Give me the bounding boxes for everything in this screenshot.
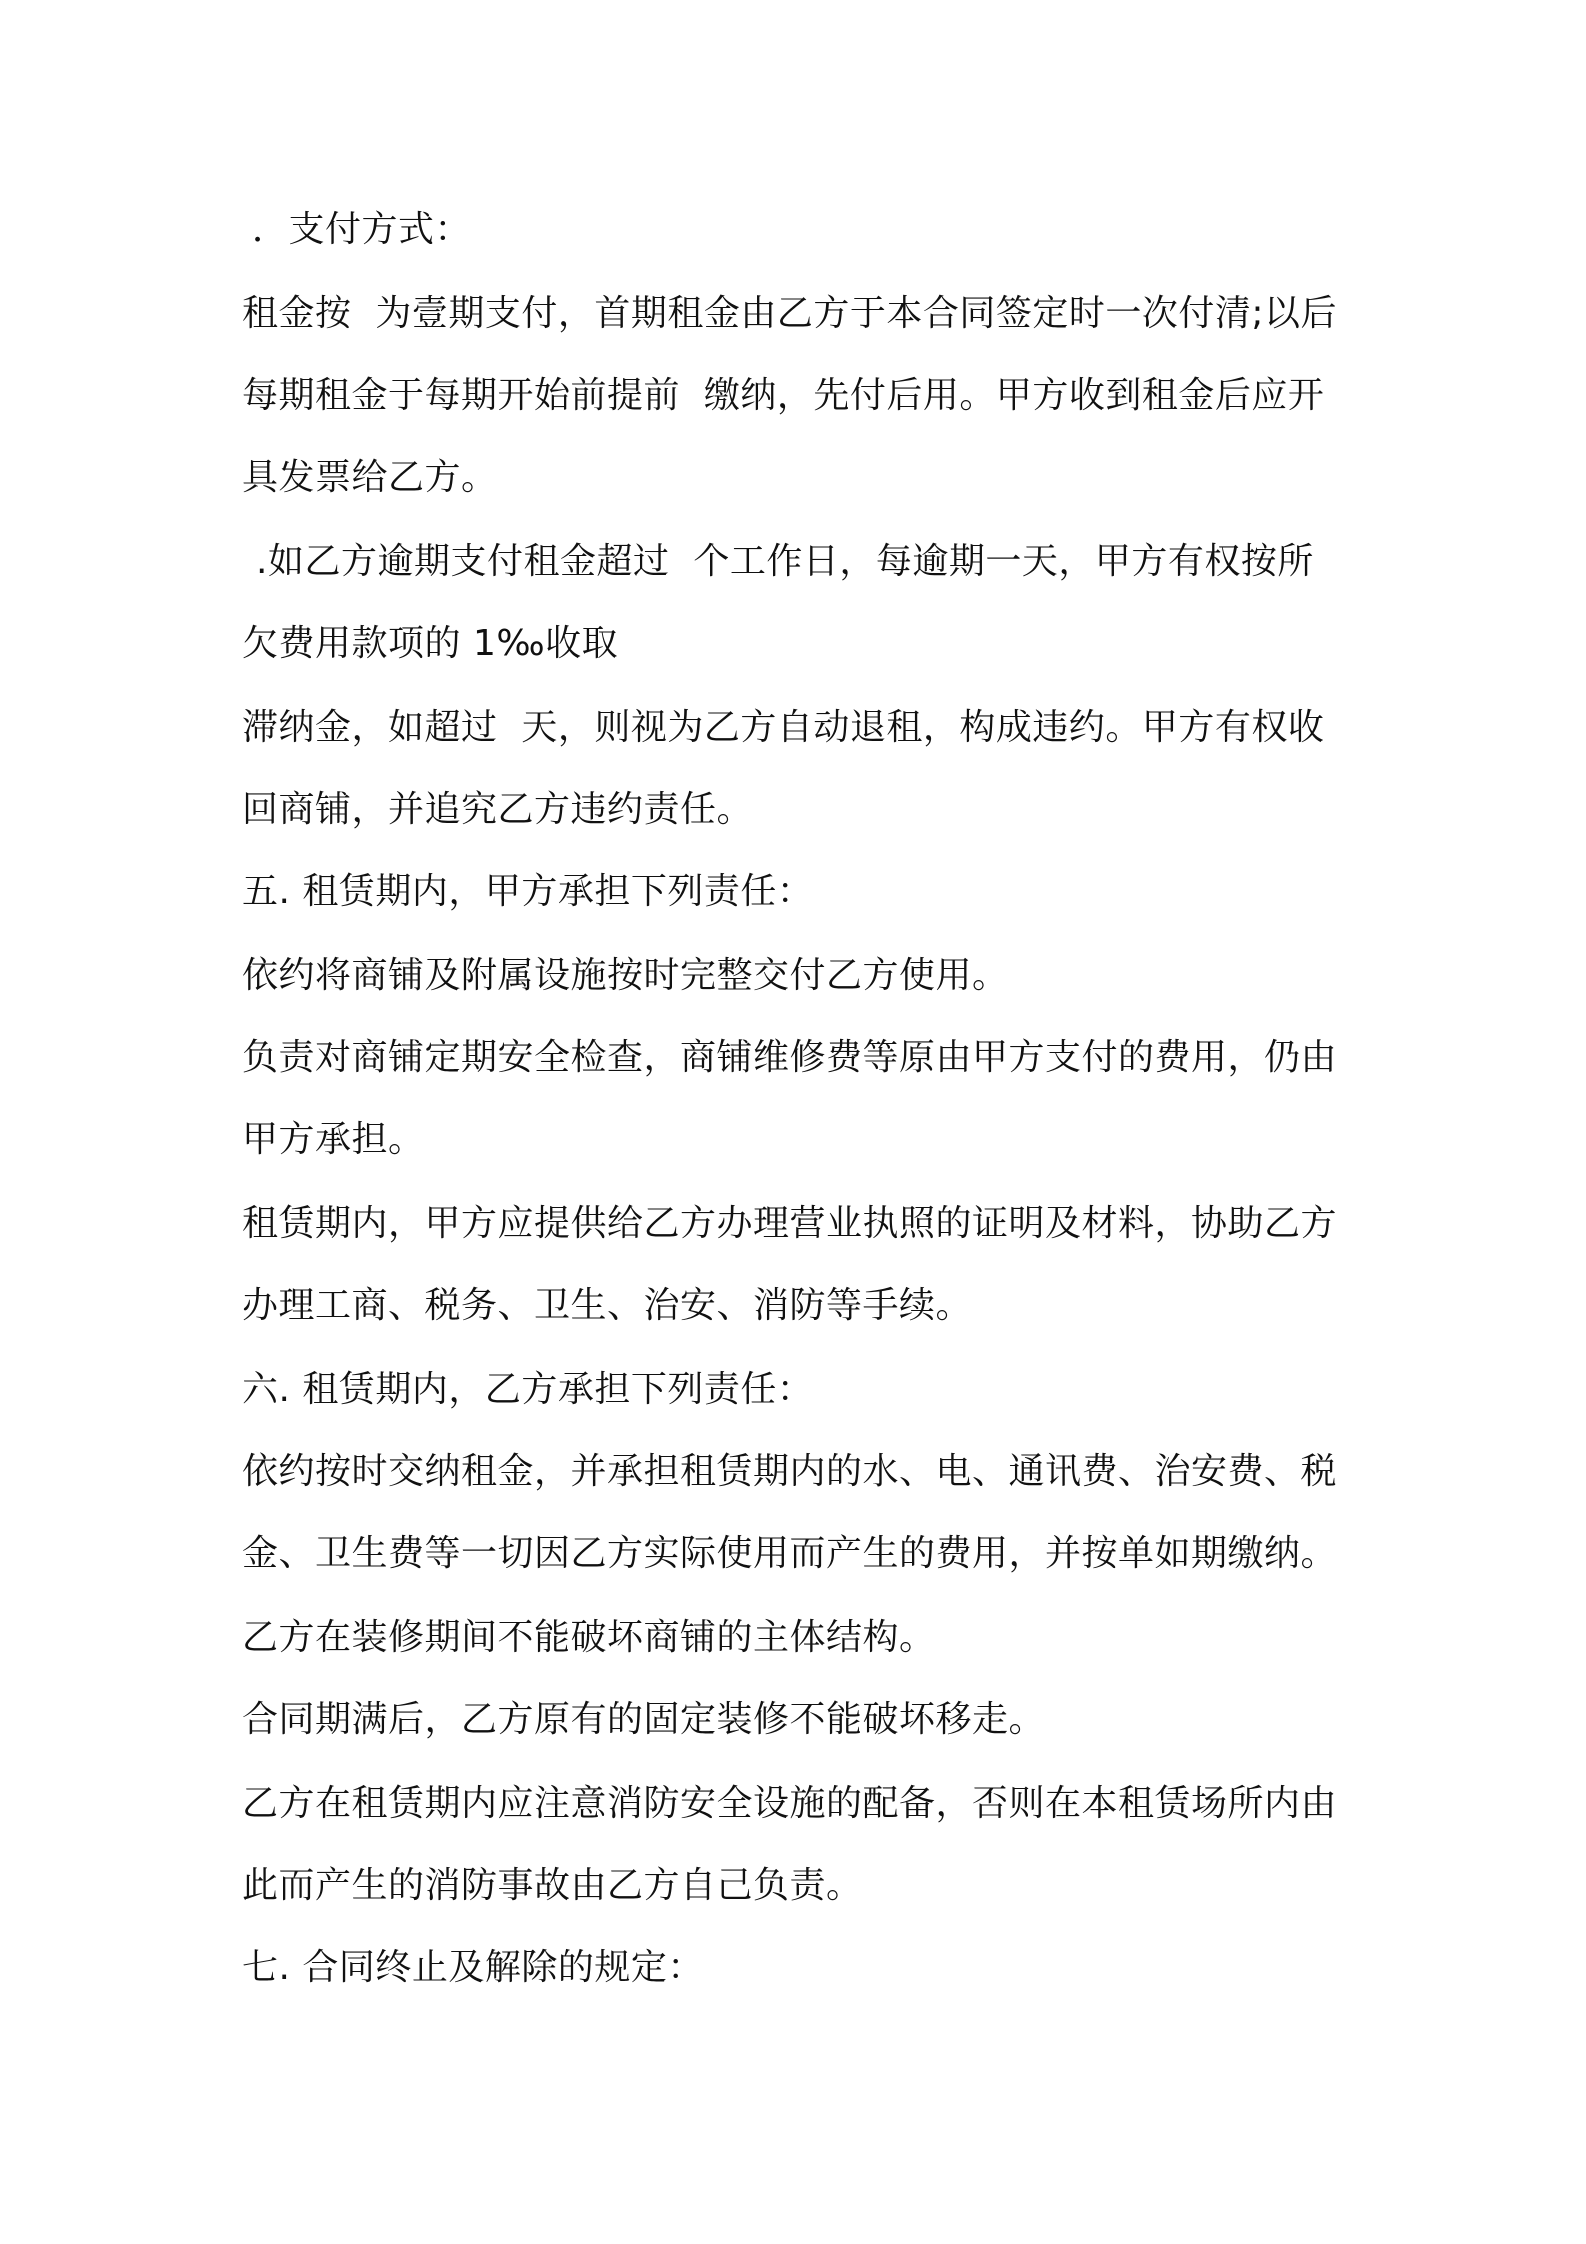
paragraph-line: 依约将商铺及附属设施按时完整交付乙方使用。	[242, 955, 1009, 996]
paragraph-line: 欠费用款项的 1‰收取	[242, 623, 619, 664]
paragraph-line: 合同期满后，乙方原有的固定装修不能破坏移走。	[242, 1699, 1046, 1740]
paragraph-line: 每期租金于每期开始前提前 缴纳，先付后用。甲方收到租金后应开	[242, 375, 1325, 416]
paragraph-line: 乙方在装修期间不能破坏商铺的主体结构。	[242, 1617, 936, 1658]
paragraph-line: 回商铺，并追究乙方违约责任。	[242, 789, 754, 830]
section-seven-heading: 七. 合同终止及解除的规定：	[242, 1947, 704, 1988]
paragraph-line: 租赁期内，甲方应提供给乙方办理营业执照的证明及材料，协助乙方	[242, 1203, 1338, 1244]
paragraph-line: 滞纳金，如超过 天，则视为乙方自动退租，构成违约。甲方有权收	[242, 707, 1325, 748]
payment-method-heading: ．支付方式：	[252, 209, 472, 250]
section-six-heading: 六. 租赁期内，乙方承担下列责任：	[242, 1369, 814, 1410]
paragraph-line: 负责对商铺定期安全检查，商铺维修费等原由甲方支付的费用，仍由	[242, 1037, 1338, 1078]
paragraph-line: 此而产生的消防事故由乙方自己负责。	[242, 1865, 863, 1906]
paragraph-line: 甲方承担。	[242, 1119, 425, 1160]
section-five-heading: 五. 租赁期内，甲方承担下列责任：	[242, 871, 814, 912]
paragraph-line: 依约按时交纳租金，并承担租赁期内的水、电、通讯费、治安费、税	[242, 1451, 1338, 1492]
paragraph-line: .如乙方逾期支付租金超过 个工作日，每逾期一天，甲方有权按所	[256, 541, 1314, 582]
paragraph-line: 租金按 为壹期支付，首期租金由乙方于本合同签定时一次付清;以后	[242, 293, 1338, 334]
paragraph-line: 办理工商、税务、卫生、治安、消防等手续。	[242, 1285, 973, 1326]
paragraph-line: 乙方在租赁期内应注意消防安全设施的配备，否则在本租赁场所内由	[242, 1783, 1338, 1824]
paragraph-line: 金、卫生费等一切因乙方实际使用而产生的费用，并按单如期缴纳。	[242, 1533, 1338, 1574]
paragraph-line: 具发票给乙方。	[242, 457, 498, 498]
